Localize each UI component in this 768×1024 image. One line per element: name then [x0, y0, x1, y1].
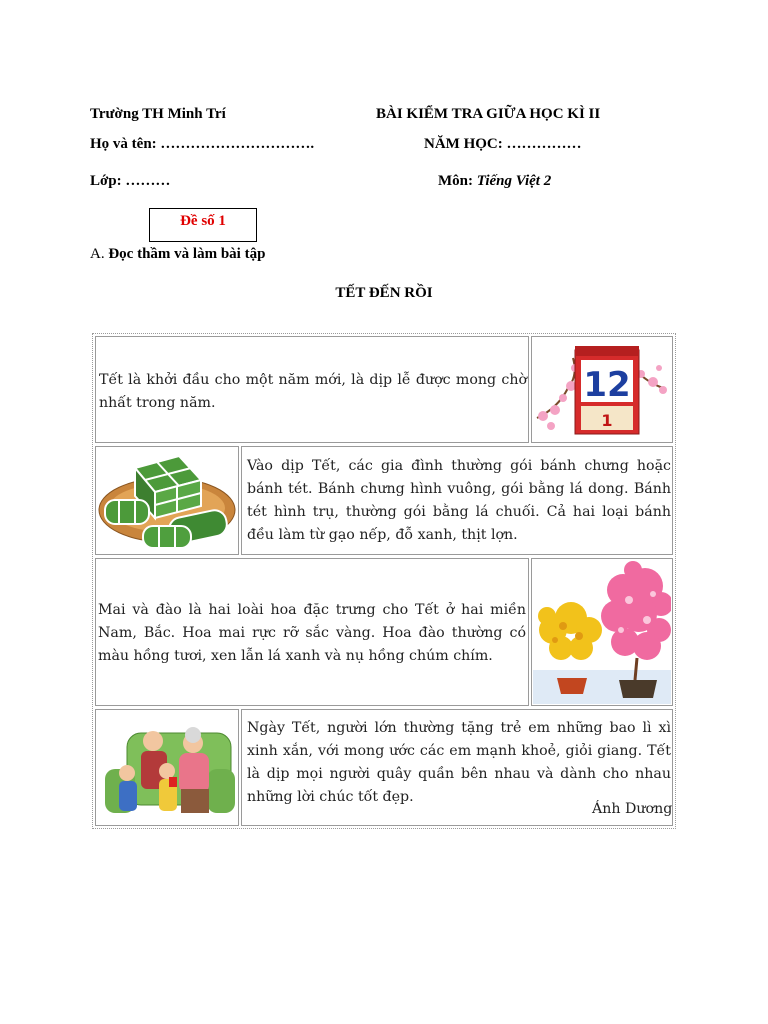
mai-dao-flowers-illustration: [533, 560, 671, 704]
paragraph-1: Tết là khởi đầu cho một năm mới, là dịp lễ được mong chờ nhất trong năm.: [99, 372, 527, 411]
subject-value: Tiếng Việt 2: [476, 173, 552, 189]
paragraph-2: Vào dịp Tết, các gia đình thường gói bánh chưng hoặc bánh tét. Bánh chưng hình vuông, gói bằng lá dong. Bánh tét hình trụ, thường gói bằng lá chuối. Cả hai loại bánh đều làm từ gạo nếp, đỗ xanh, thịt lợn.: [247, 458, 671, 543]
calendar-small-number: 1: [601, 411, 613, 430]
section-heading: [90, 246, 265, 263]
school-name: Trường TH Minh Trí: [90, 106, 226, 122]
calendar-blossom-illustration: [533, 338, 671, 441]
class-line: Lớp: ………: [90, 173, 171, 189]
banh-chung-illustration: [97, 448, 237, 553]
subject-prefix: Môn:: [438, 173, 477, 189]
section-letter: A.: [90, 246, 105, 262]
author-name: Ánh Dương: [592, 801, 673, 817]
exam-number-box: Đề số 1: [149, 208, 257, 242]
school-year-line: NĂM HỌC: ……………: [424, 136, 582, 152]
subject-line: [438, 173, 551, 190]
paragraph-3: Mai và đào là hai loài hoa đặc trưng cho Tết ở hai miền Nam, Bắc. Hoa mai rực rỡ sắc vàng. Hoa đào thường có màu hồng tươi, xen lẫn lá xanh và nụ hồng chúm chím.: [98, 602, 526, 664]
family-lixi-illustration: [97, 711, 237, 824]
calendar-number: 12: [583, 365, 631, 405]
section-text: Đọc thầm và làm bài tập: [104, 246, 266, 262]
story-title: TẾT ĐẾN RỒI: [335, 285, 433, 301]
paragraph-4: Ngày Tết, người lớn thường tặng trẻ em những bao lì xì xinh xắn, với mong ước các em mạnh khoẻ, giỏi giang. Tết là dịp mọi người quây quần bên nhau và dành cho nhau những lời chúc tốt đẹp.: [247, 720, 671, 805]
exam-title: BÀI KIỂM TRA GIỮA HỌC KÌ II: [376, 106, 601, 122]
student-name-line: Họ và tên: ………………………….: [90, 136, 315, 152]
